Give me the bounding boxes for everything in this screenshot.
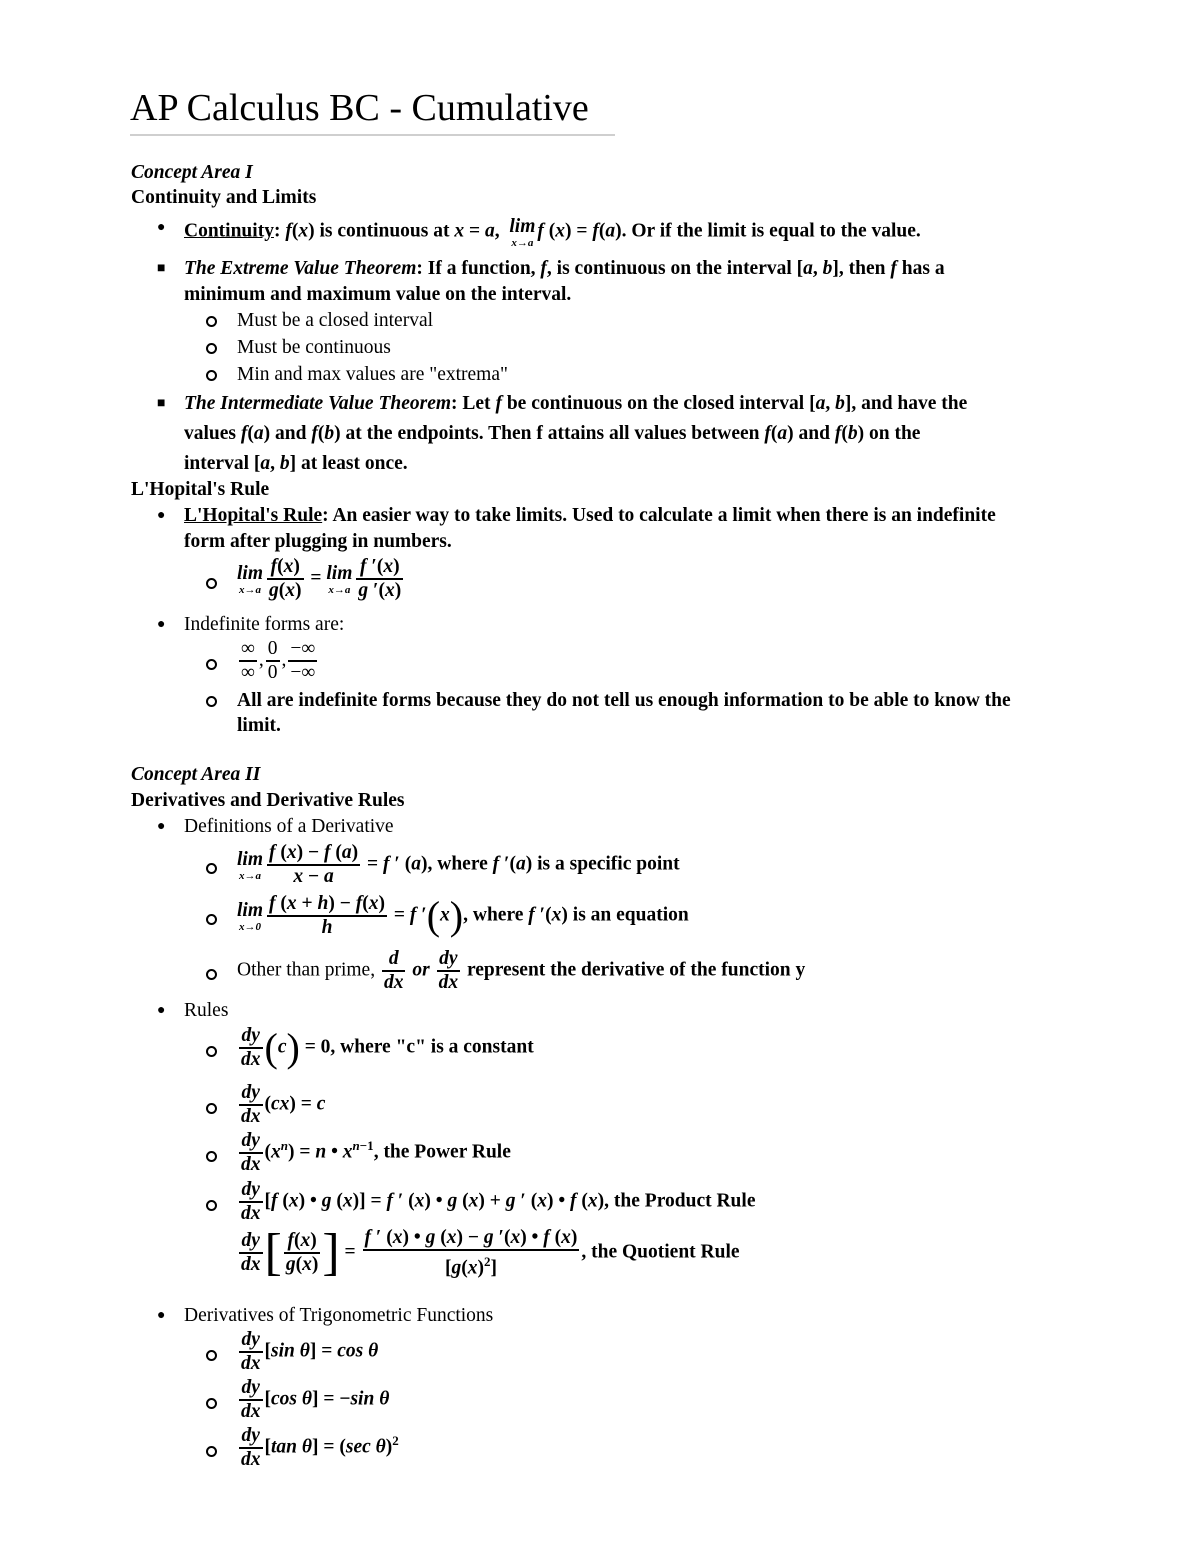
evt-text3: , then: [838, 258, 886, 279]
page-title: AP Calculus BC - Cumulative: [130, 84, 615, 136]
ivt-line2a: values: [184, 423, 237, 444]
rule-product: $\frac{dy}{dx}$ [f (x) • g (x)] = f ′ (x) • g (x) + g ′ (x) • f (x), the Product Rule: [241, 1179, 756, 1224]
circle-bullet-icon: [206, 1046, 217, 1057]
evt-term: The Extreme Value Theorem: [184, 258, 417, 279]
evt-sub-item: Must be continuous: [237, 337, 391, 358]
circle-bullet-icon: [206, 1200, 217, 1211]
bullet-icon: ●: [157, 1003, 166, 1018]
concept-area-label: Concept Area I: [131, 162, 253, 183]
circle-bullet-icon: [206, 1151, 217, 1162]
ivt-line3: interval [a, b] at least once.: [184, 453, 408, 474]
math-expression: f: [285, 220, 292, 242]
ivt-line2c: at the endpoints. Then f attains all values between: [345, 423, 760, 444]
def2-tail2: is an equation: [572, 904, 689, 926]
bullet-icon: ■: [157, 396, 166, 411]
continuity-item: Continuity: f(x) is continuous at x = a, lim x→a f (x) = f(a). Or if the limit is equal to the value.: [184, 216, 921, 249]
rule3-tail: , the Power Rule: [373, 1141, 511, 1163]
continuity-tail: . Or if the limit is equal to the value.: [621, 220, 921, 242]
bullet-icon: ●: [157, 220, 166, 235]
evt-item: The Extreme Value Theorem: If a function, f, is continuous on the interval [a, b], then f has a: [184, 258, 945, 279]
ivt-term: The Intermediate Value Theorem: [184, 393, 452, 414]
other-text-a: Other than prime,: [237, 959, 376, 981]
circle-bullet-icon: [206, 1398, 217, 1409]
trig-label: Derivatives of Trigonometric Functions: [184, 1305, 494, 1326]
ivt-line2d: and: [798, 423, 830, 444]
ivt-line2: values f(a) and f(b) at the endpoints. Then f attains all values between f(a) and f(b) on the: [184, 423, 921, 444]
derivative-notation: Other than prime, $\frac{d}{dx}$ or $\frac{dy}{dx}$ represent the derivative of the function y: [237, 948, 806, 993]
section-heading: Derivatives and Derivative Rules: [131, 790, 405, 811]
trig-sin: $\frac{dy}{dx}$ [sin θ] = cos θ: [241, 1329, 379, 1374]
ivt-line2e: on the: [868, 423, 921, 444]
rule1-tail: = 0, where "c" is a constant: [304, 1036, 534, 1058]
rule-power: $\frac{dy}{dx}$ $(x^n) = n$ • $x^{n-1}$, the Power Rule: [241, 1130, 511, 1175]
definitions-label: Definitions of a Derivative: [184, 816, 394, 837]
evt-line2: minimum and maximum value on the interval.: [184, 284, 572, 305]
def2-tail: , where: [463, 904, 524, 926]
bullet-icon: ●: [157, 819, 166, 834]
concept-area-label: Concept Area II: [131, 764, 261, 785]
lhopital-formula: lim x→a $\frac{f(x)}{g(x)}$ = lim x→a $\frac{f '(x)}{g '(x)}$: [237, 556, 402, 601]
evt-text2: , is continuous on the interval: [546, 258, 792, 279]
rules-label: Rules: [184, 1000, 229, 1021]
ivt-line3a: interval: [184, 453, 249, 474]
circle-bullet-icon: [206, 370, 217, 381]
lhopital-text: : An easier way to take limits. Used to calculate a limit when there is an indefinite: [322, 505, 996, 526]
ivt-item: The Intermediate Value Theorem: Let f be continuous on the closed interval [a, b], and have the: [184, 393, 968, 414]
circle-bullet-icon: [206, 696, 217, 707]
bullet-icon: ●: [157, 1308, 166, 1323]
circle-bullet-icon: [206, 343, 217, 354]
def1-tail: , where: [427, 853, 488, 875]
evt-sub-item: Min and max values are "extrema": [237, 364, 508, 385]
other-text-b: represent the derivative of the function y: [466, 959, 806, 981]
trig-cos: $\frac{dy}{dx}$ [cos θ] = −sin θ: [241, 1377, 390, 1422]
limit-expression: lim x→a: [509, 216, 536, 249]
lhopital-term: L'Hopital's Rule: [184, 505, 323, 526]
rule-constant-multiple: $\frac{dy}{dx}$ (cx) = c: [241, 1082, 326, 1127]
derivative-def-2: lim x→0 $\frac{f (x + h) - f(x)}{h}$ = f ′(x), where f ′(x) is an equation: [237, 893, 689, 938]
indefinite-note-line2: limit.: [237, 715, 281, 736]
lhopital-line2: form after plugging in numbers.: [184, 531, 452, 552]
circle-bullet-icon: [206, 1446, 217, 1457]
rule4-tail: , the Product Rule: [604, 1190, 756, 1212]
ivt-text3: , and have the: [851, 393, 968, 414]
circle-bullet-icon: [206, 914, 217, 925]
ivt-text2: be continuous on the closed interval: [506, 393, 805, 414]
ivt-text: : Let: [451, 393, 491, 414]
circle-bullet-icon: [206, 578, 217, 589]
circle-bullet-icon: [206, 659, 217, 670]
circle-bullet-icon: [206, 1350, 217, 1361]
bullet-icon: ●: [157, 617, 166, 632]
ivt-line2b: and: [275, 423, 307, 444]
circle-bullet-icon: [206, 863, 217, 874]
evt-text: : If a function,: [416, 258, 536, 279]
rule-constant: $\frac{dy}{dx}$ (c) = 0, where "c" is a constant: [241, 1025, 534, 1070]
indefinite-label: Indefinite forms are:: [184, 614, 345, 635]
lhopital-item: [184, 504, 996, 528]
indefinite-note: All are indefinite forms because they do not tell us enough information to be able to know the: [237, 690, 1011, 711]
section-heading: L'Hopital's Rule: [131, 479, 270, 500]
other-or: or: [412, 959, 430, 981]
circle-bullet-icon: [206, 316, 217, 327]
bullet-icon: ●: [157, 508, 166, 523]
bullet-icon: ■: [157, 261, 166, 276]
continuity-text: is continuous at: [319, 220, 450, 242]
rule5-tail: , the Quotient Rule: [581, 1241, 740, 1263]
evt-text4: has a: [901, 258, 945, 279]
ivt-line3b: at least once.: [300, 453, 408, 474]
circle-bullet-icon: [206, 969, 217, 980]
trig-tan: $\frac{dy}{dx}$ [tan θ] = (sec θ)$^2$: [241, 1425, 399, 1470]
derivative-def-1: lim x→a $\frac{f (x) - f (a)}{x - a}$ = f ′ (a), where f ′(a) is a specific point: [237, 842, 680, 887]
indefinite-forms: $\frac{\infty}{\infty}$ , $\frac{0}{0}$ , $\frac{-\infty}{-\infty}$: [241, 638, 316, 683]
evt-sub-item: Must be a closed interval: [237, 310, 434, 331]
section-heading: Continuity and Limits: [131, 187, 317, 208]
rule-quotient: $\frac{dy}{dx}$ [ $\frac{f(x)}{g(x)}$ ] = $\frac{f ' (x) • g (x) - g '(x) • f (x)}{[g(x)^2]}$ , the Quotient Rule: [241, 1224, 740, 1282]
circle-bullet-icon: [206, 1103, 217, 1114]
continuity-term: Continuity: [184, 220, 274, 242]
def1-tail2: is a specific point: [537, 853, 680, 875]
